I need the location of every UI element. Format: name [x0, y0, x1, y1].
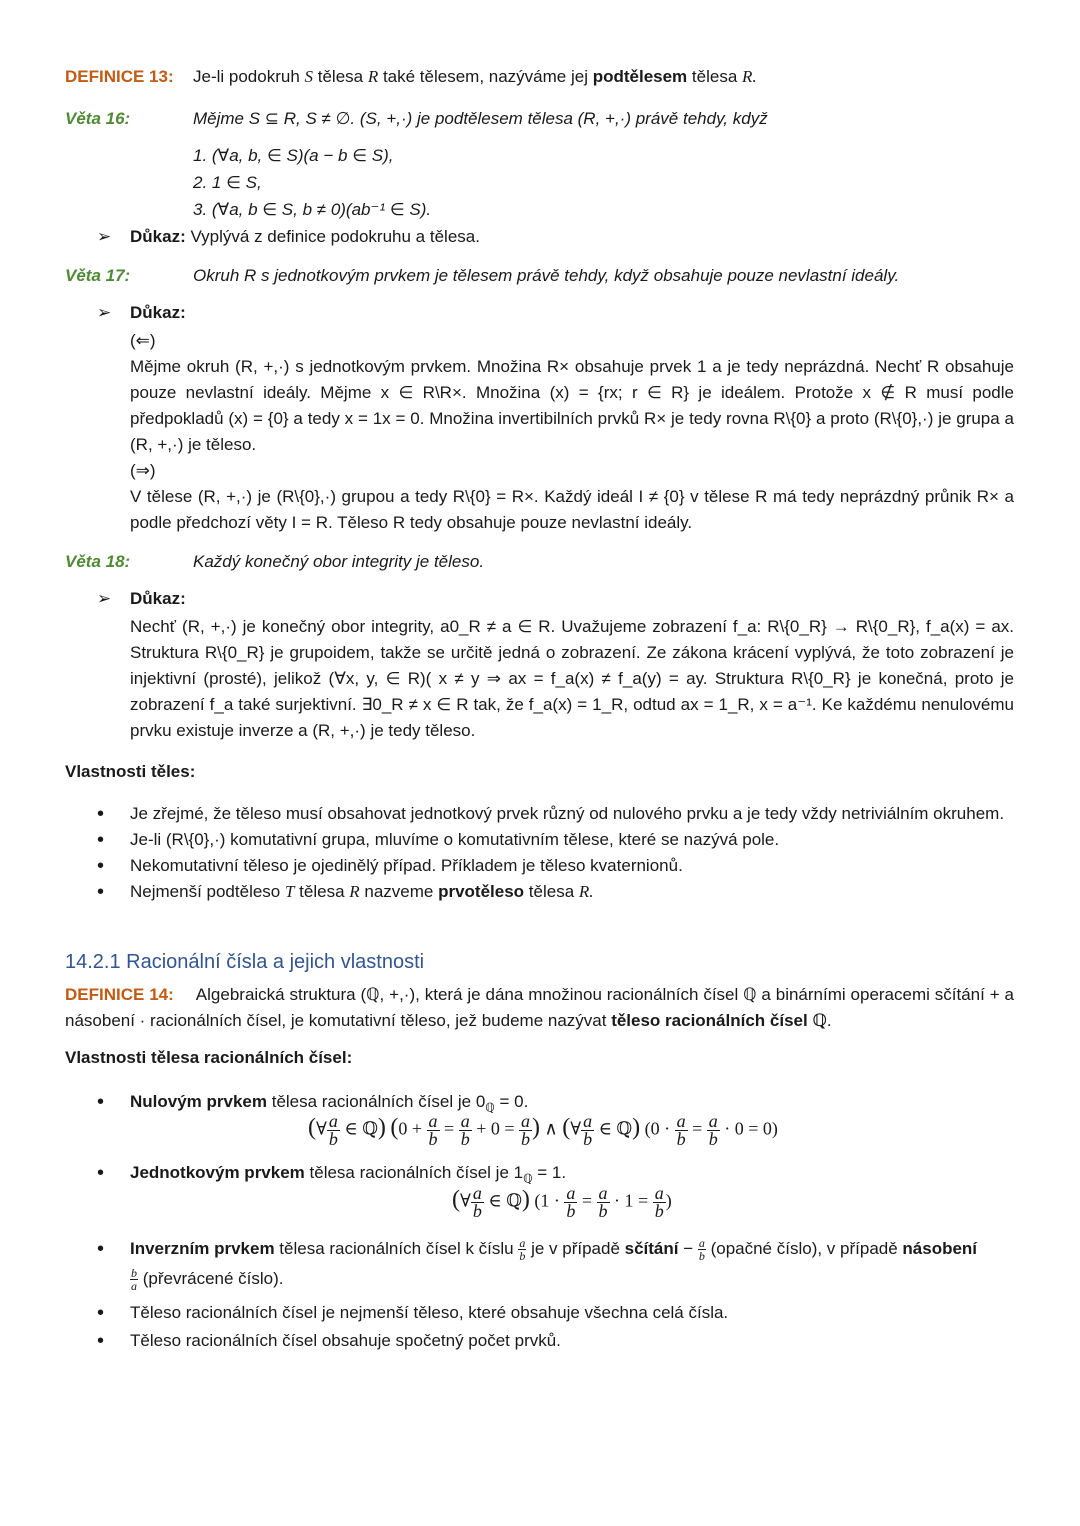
proof-18-body: Nechť (R, +,·) je konečný obor integrity, a0_R ≠ a ∈ R. Uvažujeme zobrazení f_a: R\{0_R} → R\{0_R}, f_a(x) = ax. Struktura R\{0_R} je grupoidem, takže se určitě jedná o zobrazení. Ze zákona krácení vyplývá, že toto zobrazení je injektivní (prosté), jelikož (∀x, y, ∈ R)( x ≠ y ⇒ ax = f_a(x) ≠ f_a(y) = ay. Struktura R\{0_R} je konečná, proto je zobrazení f_a také surjektivní. ∃0_R ≠ x ∈ R tak, že f_a(x) = 1_R, odtud ax = 1_R, x = a⁻¹. Ke každému nenulovému prvku existuje inverze a (R, +,·) je tedy těleso. — [130, 617, 1014, 740]
theorem-label: Věta 17: — [65, 266, 131, 285]
list-item: • Nejmenší podtěleso T tělesa R nazveme prvotěleso tělesa R. — [97, 879, 1014, 905]
definition-label: DEFINICE 13: — [65, 67, 174, 86]
formula-unit-element: (∀ $\frac{a}{b}$ ∈ ℚ) (1 · $\frac{a}{b}$ = $\frac{a}{b}$ · 1 = $\frac{a}{b}$ ) — [452, 1183, 672, 1221]
theorem-17 — [65, 266, 130, 286]
proof-17-body: (⇐) Mějme okruh (R, +,·) s jednotkovým prvkem. Množina R× obsahuje prvek 1 a je tedy neprázdná. Nechť R obsahuje pouze nevlastní ideály. Mějme x ∈ R\R×. Množina (x) = {rx; r ∈ R} je ideálem. Protože x ∉ R musí podle předpokladů (x) = {0} a tedy x = 1x = 0. Množina invertibilních prvků R× je tedy rovna R\{0} a proto (R\{0},·) je grupa a (R, +,·) je těleso. (⇒) V tělese (R, +,·) je (R\{0},·) grupou a tedy R\{0} = R×. Každý ideál I ≠ {0} v tělese R má tedy neprázdný průnik R× a podle předchozí věty I = R. Těleso R tedy obsahuje pouze nevlastní ideály. — [130, 328, 1014, 536]
definition-13-text: Je-li podokruh S tělesa R také tělesem, nazýváme jej podtělesem tělesa R. — [193, 67, 757, 86]
arrow-bullet-icon: ➢ — [97, 303, 112, 322]
theorem-16 — [65, 109, 130, 129]
proof-16: ➢ Důkaz: Vyplývá z definice podokruhu a tělesa. — [97, 227, 480, 246]
theorem-16-statement: Mějme S ⊆ R, S ≠ ∅. (S, +,·) je podtělesem tělesa (R, +,·) právě tehdy, když — [193, 109, 768, 128]
theorem-17-statement: Okruh R s jednotkovým prvkem je tělesem právě tehdy, když obsahuje pouze nevlastní ideály. — [193, 266, 900, 285]
list-item: • Je-li (R\{0},·) komutativní grupa, mluvíme o komutativním tělese, které se nazývá pole. — [97, 827, 1014, 853]
list-item: • Jednotkovým prvkem tělesa racionálních čísel je $1_ℚ = 1$. — [97, 1160, 1014, 1191]
theorem-18-statement: Každý konečný obor integrity je těleso. — [193, 552, 485, 571]
theorem-label: Věta 18: — [65, 552, 131, 571]
formula-zero-element: (∀ $\frac{a}{b}$ ∈ ℚ) (0 + $\frac{a}{b}$ = $\frac{a}{b}$ + 0 = $\frac{a}{b}$ ) ∧ (∀ $\frac{a}{b}$ ∈ ℚ) (0 · $\frac{a}{b}$ = $\frac{a}{b}$ · 0 = 0) — [308, 1111, 778, 1149]
theorem-18 — [65, 552, 130, 572]
theorem-label: Věta 16: — [65, 109, 131, 128]
theorem-16-item: 2. 1 ∈ S, — [193, 173, 262, 192]
list-item: • Nulovým prvkem tělesa racionálních čísel je $0_ℚ = 0$. — [97, 1089, 1014, 1120]
section-heading: Vlastnosti tělesa racionálních čísel: — [65, 1048, 353, 1067]
definition-14: DEFINICE 14: Algebraická struktura (ℚ, +,·), která je dána množinou racionálních čísel ℚ a binárními operacemi sčítání + a násobení · racionálních čísel, je komutativní těleso, jež budeme nazývat těleso racionálních čísel ℚ. — [65, 985, 1014, 1030]
proof-paragraph: V tělese (R, +,·) je (R\{0},·) grupou a tedy R\{0} = R×. Každý ideál I ≠ {0} v tělese R má tedy neprázdný průnik R× a podle předchozí věty I = R. Těleso R tedy obsahuje pouze nevlastní ideály. — [130, 487, 1014, 532]
definition-label: DEFINICE 14: — [65, 985, 174, 1004]
properties-list — [97, 801, 1014, 905]
arrow-bullet-icon: ➢ — [97, 227, 112, 246]
list-item: • Těleso racionálních čísel obsahuje spočetný počet prvků. — [97, 1328, 1014, 1354]
theorem-16-item: 3. (∀a, b ∈ S, b ≠ 0)(ab⁻¹ ∈ S). — [193, 200, 432, 219]
list-item: • Je zřejmé, že těleso musí obsahovat jednotkový prvek různý od nulového prvku a je tedy vždy netriviálním okruhem. — [97, 801, 1014, 827]
section-title: 14.2.1 Racionální čísla a jejich vlastnosti — [65, 951, 425, 973]
list-item: • Nekomutativní těleso je ojedinělý případ. Příkladem je těleso kvaternionů. — [97, 853, 1014, 879]
list-item: • Inverzním prvkem tělesa racionálních čísel k číslu $\frac{a}{b}$ je v případě sčítání − $\frac{a}{b}$ (opačné číslo), v případě násobení $\frac{b}{a}$ (převrácené číslo). — [97, 1234, 1014, 1294]
rational-properties-item — [97, 1234, 1014, 1354]
section-heading: Vlastnosti těles: — [65, 762, 196, 781]
arrow-bullet-icon: ➢ — [97, 589, 112, 608]
proof-paragraph: Mějme okruh (R, +,·) s jednotkovým prvkem. Množina R× obsahuje prvek 1 a je tedy neprázdná. Nechť R obsahuje pouze nevlastní ideály. Mějme x ∈ R\R×. Množina (x) = {rx; r ∈ R} je ideálem. Protože x ∉ R musí podle předpokladů (x) = {0} a tedy x = 1x = 0. Množina invertibilních prvků R× je tedy rovna R\{0} a proto (R\{0},·) je grupa a (R, +,·) je těleso. — [130, 357, 1014, 454]
list-item: • Těleso racionálních čísel je nejmenší těleso, které obsahuje všechna celá čísla. — [97, 1300, 1014, 1326]
theorem-16-item: 1. (∀a, b, ∈ S)(a − b ∈ S), — [193, 146, 394, 165]
proof-17: ➢ Důkaz: — [97, 303, 186, 322]
proof-18: ➢ Důkaz: — [97, 589, 186, 608]
definition-13 — [65, 67, 174, 87]
